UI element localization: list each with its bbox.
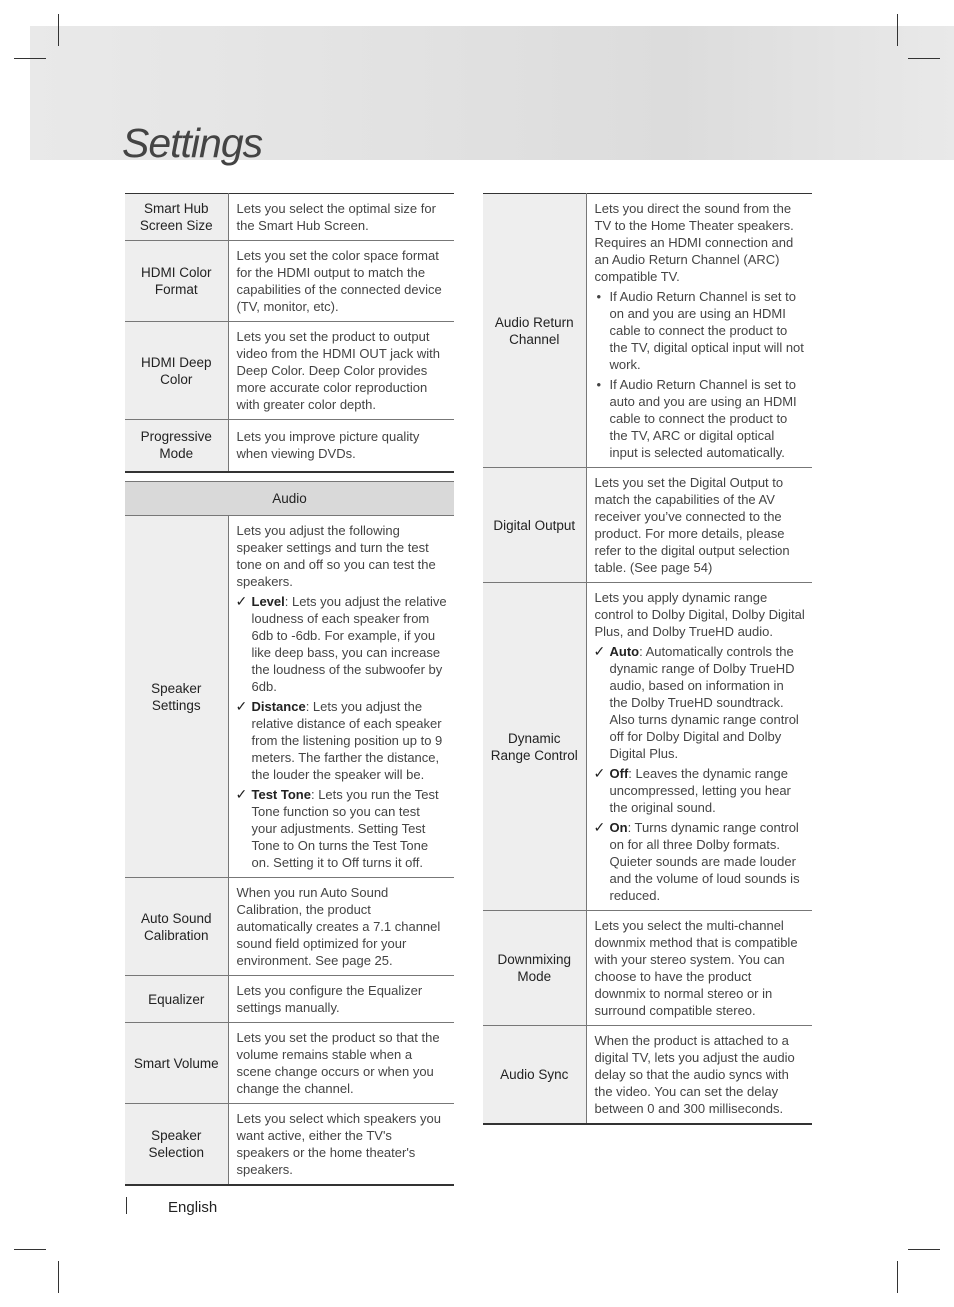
table-row bbox=[483, 194, 812, 468]
option-term: Off bbox=[609, 766, 629, 781]
table-row bbox=[483, 1026, 812, 1125]
row-description: Lets you configure the Equalizer settings manually. bbox=[228, 976, 454, 1023]
list-item: • If Audio Return Channel is set to auto and you are using an HDMI cable to connect the product to the TV, ARC or digital optical input is selected automatically. bbox=[595, 376, 806, 461]
crop-mark bbox=[897, 14, 898, 46]
row-label: Downmixing Mode bbox=[483, 911, 586, 1026]
list-item bbox=[237, 786, 448, 871]
option-text: : Leaves the dynamic range uncompressed, letting you hear the original sound. bbox=[609, 766, 791, 815]
row-label: Smart Hub Screen Size bbox=[125, 194, 228, 241]
page-title: Settings bbox=[122, 120, 263, 166]
option-term: Level bbox=[251, 594, 285, 609]
table-row bbox=[125, 976, 454, 1023]
row-label: Audio Return Channel bbox=[483, 194, 586, 468]
list-item bbox=[595, 819, 806, 904]
row-label: Progressive Mode bbox=[125, 420, 228, 472]
option-term: Test Tone bbox=[251, 787, 311, 802]
row-label: Audio Sync bbox=[483, 1026, 586, 1125]
row-description bbox=[586, 194, 812, 468]
option-text: : Lets you adjust the relative loudness of each speaker from 6db to -6db. For example, if you like deep bass, you can increase the loudness of the subwoofer by 6db. bbox=[251, 594, 447, 694]
row-description bbox=[586, 583, 812, 911]
list-item: • If Audio Return Channel is set to on and you are using an HDMI cable to connect the product to the TV, digital optical input will not work. bbox=[595, 288, 806, 373]
crop-mark bbox=[908, 1249, 940, 1250]
table-row bbox=[125, 1023, 454, 1104]
section-heading-row bbox=[125, 482, 454, 516]
option-text: : Automatically controls the dynamic range of Dolby TrueHD audio, based on information in the Dolby TrueHD soundtrack. Also turns dynamic range control off for Dolby Digital and Dolby Digital Plus. bbox=[609, 644, 799, 761]
check-icon: ✓ bbox=[235, 698, 248, 714]
audio-settings-table bbox=[125, 481, 454, 1186]
list-item bbox=[237, 593, 448, 695]
table-row bbox=[125, 878, 454, 976]
row-description: Lets you select the multi-channel downmix method that is compatible with your stereo system. You can choose to have the product downmix to normal stereo or in surround compatible stereo. bbox=[586, 911, 812, 1026]
row-label: Auto Sound Calibration bbox=[125, 878, 228, 976]
table-row bbox=[125, 420, 454, 472]
option-term: On bbox=[609, 820, 628, 835]
footer-language: English bbox=[168, 1199, 218, 1216]
row-label: Speaker Selection bbox=[125, 1104, 228, 1186]
row-description: Lets you set the product so that the volume remains stable when a scene change occurs or when you change the channel. bbox=[228, 1023, 454, 1104]
row-label: Equalizer bbox=[125, 976, 228, 1023]
row-description: Lets you improve picture quality when viewing DVDs. bbox=[228, 420, 454, 472]
check-icon: ✓ bbox=[593, 643, 606, 659]
row-description bbox=[228, 516, 454, 878]
crop-mark bbox=[897, 1261, 898, 1293]
audio-output-table bbox=[483, 193, 812, 1125]
check-icon: ✓ bbox=[593, 765, 606, 781]
row-label: HDMI Color Format bbox=[125, 241, 228, 322]
option-term: Auto bbox=[609, 644, 640, 659]
table-row bbox=[125, 241, 454, 322]
display-settings-table bbox=[125, 193, 454, 473]
table-row bbox=[483, 911, 812, 1026]
row-description: Lets you select which speakers you want active, either the TV's speakers or the home theater's speakers. bbox=[228, 1104, 454, 1186]
description-intro: Lets you apply dynamic range control to Dolby Digital, Dolby Digital Plus, and Dolby TrueHD audio. bbox=[594, 590, 805, 639]
list-item bbox=[595, 765, 806, 816]
check-icon: ✓ bbox=[235, 786, 248, 802]
option-term: Distance bbox=[251, 699, 306, 714]
option-text: : Turns dynamic range control on for all three Dolby formats. Quieter sounds are made louder and the volume of loud sounds is reduced. bbox=[609, 820, 800, 903]
row-label: HDMI Deep Color bbox=[125, 322, 228, 420]
table-row bbox=[125, 322, 454, 420]
row-label: Digital Output bbox=[483, 468, 586, 583]
crop-mark bbox=[58, 1261, 59, 1293]
row-description: When the product is attached to a digital TV, lets you adjust the audio delay so that the audio syncs with the video. You can set the delay between 0 and 300 milliseconds. bbox=[586, 1026, 812, 1125]
row-description: Lets you select the optimal size for the Smart Hub Screen. bbox=[228, 194, 454, 241]
description-intro: Lets you adjust the following speaker settings and turn the test tone on and off so you can test the speakers. bbox=[236, 523, 436, 589]
row-description: When you run Auto Sound Calibration, the product automatically creates a 7.1 channel sound field optimized for your environment. See page 25. bbox=[228, 878, 454, 976]
row-description: Lets you set the color space format for the HDMI output to match the capabilities of the connected device (TV, monitor, etc). bbox=[228, 241, 454, 322]
crop-mark bbox=[14, 1249, 46, 1250]
list-item bbox=[237, 698, 448, 783]
list-item bbox=[595, 643, 806, 762]
check-icon: ✓ bbox=[235, 593, 248, 609]
row-description: Lets you set the Digital Output to match the capabilities of the AV receiver you’ve connected to the product. For more details, please refer to the digital output selection table. (See page 54) bbox=[586, 468, 812, 583]
crop-mark bbox=[908, 58, 940, 59]
bullet-list bbox=[595, 288, 806, 461]
option-list bbox=[237, 593, 448, 871]
row-label: Smart Volume bbox=[125, 1023, 228, 1104]
row-label: Dynamic Range Control bbox=[483, 583, 586, 911]
row-description: Lets you set the product to output video from the HDMI OUT jack with Deep Color. Deep Color provides more accurate color reproduction with greater color depth. bbox=[228, 322, 454, 420]
description-intro: Lets you direct the sound from the TV to the Home Theater speakers. Requires an HDMI connection and an Audio Return Channel (ARC) compatible TV. bbox=[594, 201, 794, 284]
footer-divider bbox=[126, 1197, 127, 1214]
option-text: : Lets you adjust the relative distance of each speaker from the listening position up to 9 meters. The farther the distance, the louder the speaker will be. bbox=[251, 699, 443, 782]
table-row bbox=[125, 516, 454, 878]
crop-mark bbox=[58, 14, 59, 46]
crop-mark bbox=[14, 58, 46, 59]
option-list bbox=[595, 643, 806, 904]
table-row bbox=[125, 1104, 454, 1186]
check-icon: ✓ bbox=[593, 819, 606, 835]
row-label: Speaker Settings bbox=[125, 516, 228, 878]
section-heading: Audio bbox=[125, 482, 454, 516]
table-row bbox=[483, 583, 812, 911]
table-row bbox=[483, 468, 812, 583]
table-row bbox=[125, 194, 454, 241]
option-text: : Lets you run the Test Tone function so you can test your adjustments. Setting Test Tone to On turns the Test Tone on. Setting it to Off turns it off. bbox=[251, 787, 439, 870]
